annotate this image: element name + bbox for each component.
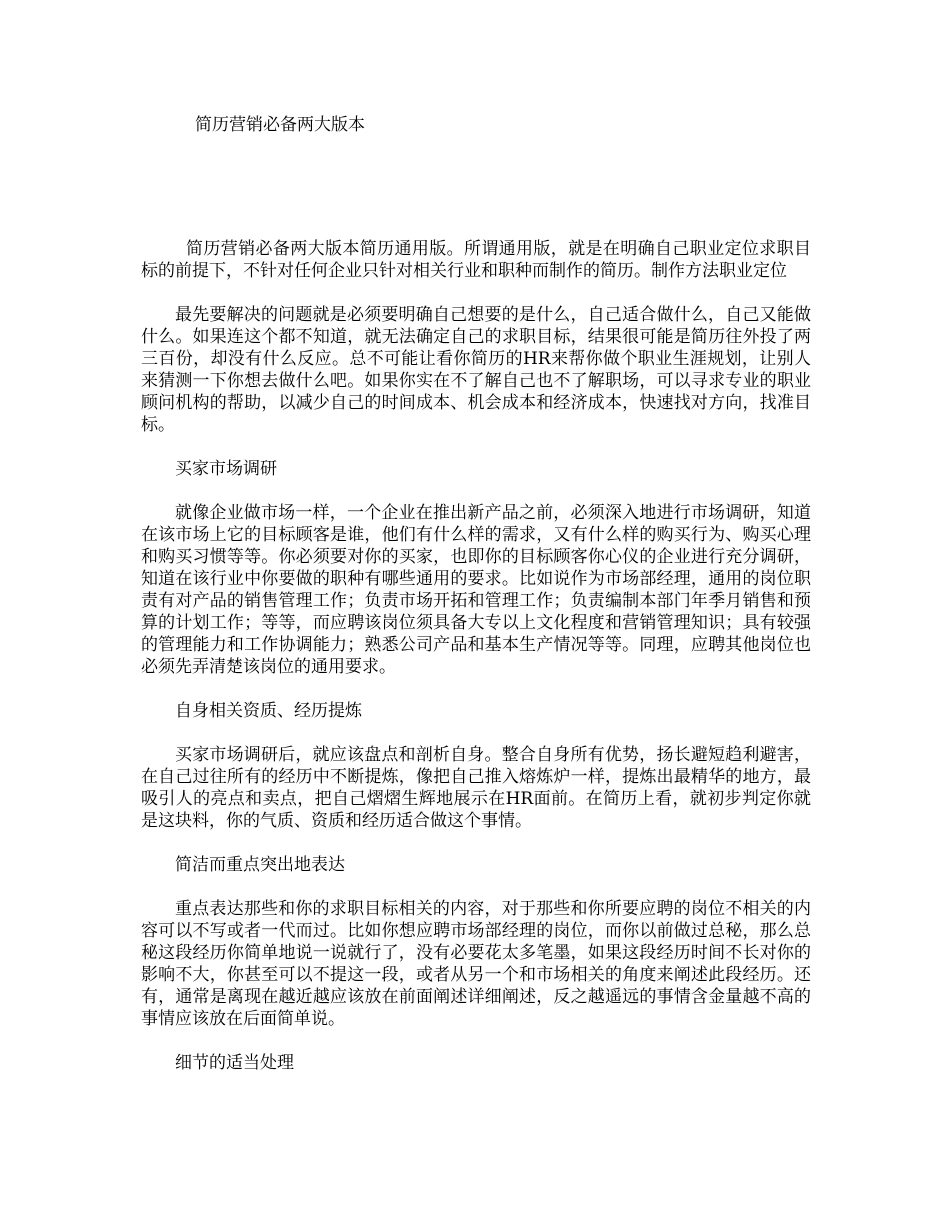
- section-heading-self-refinement: 自身相关资质、经历提炼: [175, 701, 362, 721]
- section-heading-market-research: 买家市场调研: [175, 459, 277, 479]
- paragraph-intro: 简历营销必备两大版本简历通用版。所谓通用版，就是在明确自己职业定位求职目标的前提下，不针对任何企业只针对相关行业和职种而制作的简历。制作方法职业定位: [141, 239, 811, 281]
- paragraph-self-refinement: 买家市场调研后，就应该盘点和剖析自身。整合自身所有优势，扬长避短趋利避害，在自己过往所有的经历中不断提炼，像把自己推入熔炼炉一样，提炼出最精华的地方，最吸引人的亮点和卖点，把自己熠熠生辉地展示在HR面前。在简历上看，就初步判定你就是这块料，你的气质、资质和经历适合做这个事情。: [141, 745, 811, 831]
- document-title: 简历营销必备两大版本: [195, 115, 365, 135]
- paragraph-market-research: 就像企业做市场一样，一个企业在推出新产品之前，必须深入地进行市场调研，知道在该市场上它的目标顾客是谁，他们有什么样的需求，又有什么样的购买行为、购买心理和购买习惯等等。你必须要对你的买家，也即你的目标顾客你心仪的企业进行充分调研，知道在该行业中你要做的职种有哪些通用的要求。比如说作为市场部经理，通用的岗位职责有对产品的销售管理工作；负责市场开拓和管理工作；负责编制本部门年季月销售和预算的计划工作；等等，而应聘该岗位须具备大专以上文化程度和营销管理知识；具有较强的管理能力和工作协调能力；熟悉公司产品和基本生产情况等等。同理，应聘其他岗位也必须先弄清楚该岗位的通用要求。: [141, 503, 811, 677]
- document-body: [141, 238, 811, 1096]
- paragraph-career-positioning: 最先要解决的问题就是必须要明确自己想要的是什么，自己适合做什么，自己又能做什么。如果连这个都不知道，就无法确定自己的求职目标，结果很可能是简历往外投了两三百份，却没有什么反应。总不可能让看你简历的HR来帮你做个职业生涯规划，让别人来猜测一下你想去做什么吧。如果你实在不了解自己也不了解职场，可以寻求专业的职业顾问机构的帮助，以减少自己的时间成本、机会成本和经济成本，快速找对方向，找准目标。: [141, 305, 811, 435]
- section-heading-details: 细节的适当处理: [175, 1053, 294, 1073]
- section-heading-concise-expression: 简洁而重点突出地表达: [175, 855, 345, 875]
- paragraph-concise-expression: 重点表达那些和你的求职目标相关的内容，对于那些和你所要应聘的岗位不相关的内容可以不写或者一代而过。比如你想应聘市场部经理的岗位，而你以前做过总秘，那么总秘这段经历你简单地说一说就行了，没有必要花太多笔墨，如果这段经历时间不长对你的影响不大，你甚至可以不提这一段，或者从另一个和市场相关的角度来阐述此段经历。还有，通常是离现在越近越应该放在前面阐述详细阐述，反之越遥远的事情含金量越不高的事情应该放在后面简单说。: [141, 899, 811, 1029]
